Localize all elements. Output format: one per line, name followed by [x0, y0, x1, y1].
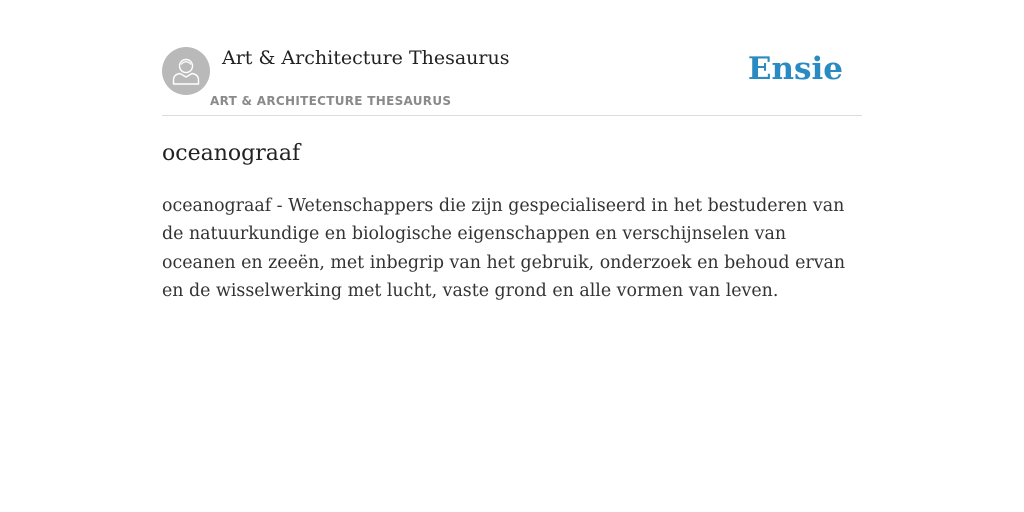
- entry-header: [162, 0, 862, 116]
- term-definition: oceanograaf - Wetenschappers die zijn gespecialiseerd in het bestuderen van de natuurkundige en biologische eigenschappen en verschijnselen van oceanen en zeeën, met inbegrip van het gebruik, onderzoek en behoud ervan en de wisselwerking met lucht, vaste grond en alle vormen van leven.: [162, 196, 846, 301]
- author-avatar[interactable]: [162, 47, 210, 95]
- source-label: ART & ARCHITECTURE THESAURUS: [210, 94, 452, 108]
- content-container: [162, 0, 862, 301]
- term-title: oceanograaf: [162, 141, 301, 166]
- brand-logo[interactable]: Ensie: [747, 51, 843, 87]
- author-name[interactable]: Art & Architecture Thesaurus: [222, 47, 510, 69]
